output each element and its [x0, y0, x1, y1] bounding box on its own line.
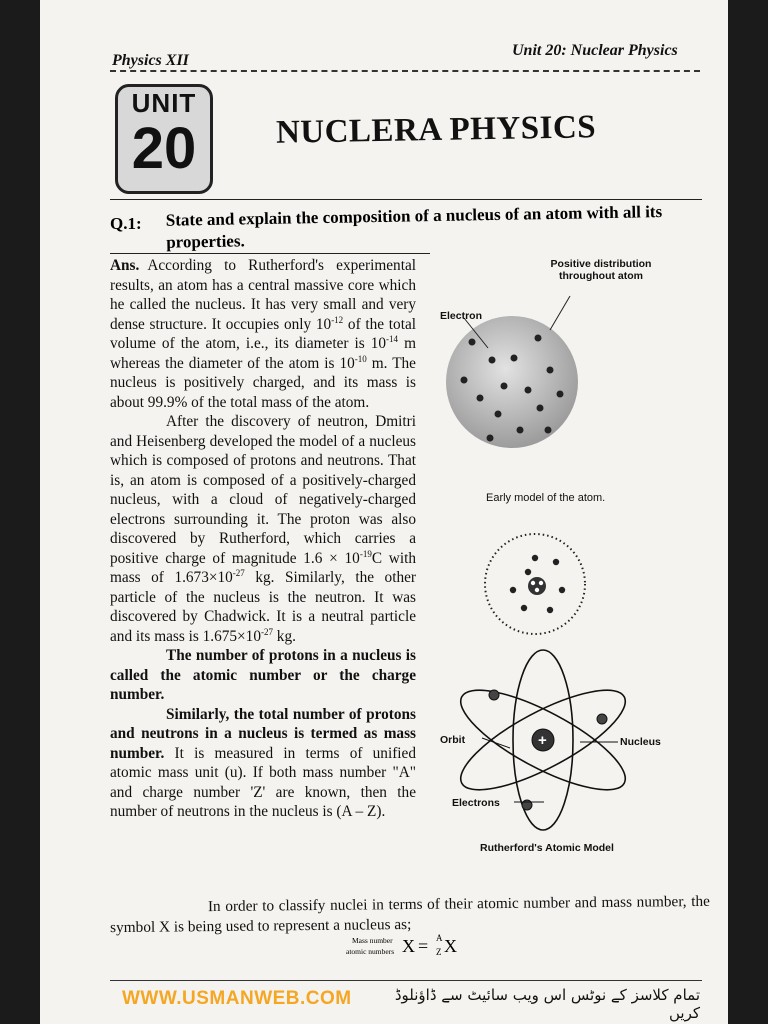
answer-paragraph-2: After the discovery of neutron, Dmitri and Heisenberg developed the model of a nucleus which is composed of protons and neutrons. That is, an atom is composed of a positively-charged nucleus, with a cloud of negatively-charged electrons surrounding it. The proton was also discovered by Rutherford, which carries a positive charge of magnitude $1.6 \times 10^{-19}C$ with mass of $1.673\times 10^{-27}$ kg. Similarly, the other particle of the nucleus is the neutron. It was discovered by Chadwick. It is a neutral particle and its mass is $1.675\times 10^{-27}$ kg. [110, 413, 416, 645]
mass-number-note: Mass number [352, 936, 393, 945]
figure3-pointer-lines [470, 730, 630, 810]
header-divider [110, 70, 700, 72]
document-page [40, 0, 728, 1024]
question-text: State and explain the composition of a nucleus of an atom with all its properties. [165, 202, 663, 252]
figure3-caption: Rutherford's Atomic Model [480, 842, 614, 854]
nucleus-center [528, 577, 546, 595]
label-nucleus: Nucleus [620, 736, 661, 748]
unit-badge-word: UNIT [131, 88, 197, 118]
label-electron: Electron [440, 310, 483, 322]
unit-badge [115, 84, 213, 194]
figure1-caption: Early model of the atom. [486, 492, 606, 504]
label-positive-distribution: Positive distribution throughout atom [550, 258, 652, 282]
chapter-title: NUCLERA PHYSICS [275, 109, 597, 151]
running-header-left: Physics XII [112, 52, 189, 69]
nuclide-notation: Mass number atomic numbers X = A Z X [346, 933, 457, 957]
running-header-right: Unit 20: Nuclear Physics [512, 42, 678, 59]
label-orbit: Orbit [440, 734, 466, 746]
footer-urdu-note: تمام کلاسز کے نوٹس اس ویب سائیٹ سے ڈاؤنلوڈ کریں [394, 986, 700, 1022]
answer-paragraph-4: Similarly, the total number of protons and neutrons in a nucleus is termed as mass number. It is measured in terms of unified atomic mass unit (u). If both mass number "A" and charge number 'Z' are known, then the number of neutrons in the nucleus is (A – Z). [110, 705, 416, 820]
dotted-atom-figure [480, 528, 590, 638]
footer-divider [110, 980, 702, 981]
early-atom-model-figure [400, 290, 600, 450]
unit-badge-number: 20 [131, 116, 197, 181]
answer-paragraph-1: Ans. According to Rutherford's experimental results, an atom has a central massive core which he called the nucleus. It has very small and very dense structure. It occupies only $10^{-12}$ of the total volume of the atom, i.e., its diameter is $10^{-14}$ m whereas the diameter of the atom is $10^{-10}$ m. The nucleus is positively charged, and its mass is about 99.9% of the total mass of the atom. [110, 257, 416, 411]
question-number: Q.1: [110, 214, 142, 233]
svg-text:+: + [538, 732, 547, 749]
answer-label: Ans. [110, 257, 140, 274]
title-divider [110, 199, 702, 200]
label-electrons: Electrons [452, 797, 500, 809]
answer-paragraph-3: The number of protons in a nucleus is called the atomic number or the charge number. [110, 647, 416, 703]
classification-paragraph: In order to classify nuclei in terms of their atomic number and mass number, the symbol X is being used to represent a nucleus as; [110, 892, 710, 936]
answer-body [110, 256, 416, 822]
website-link[interactable]: WWW.USMANWEB.COM [122, 988, 352, 1009]
question-divider [110, 253, 430, 254]
atomic-number-note: atomic numbers [346, 947, 395, 956]
